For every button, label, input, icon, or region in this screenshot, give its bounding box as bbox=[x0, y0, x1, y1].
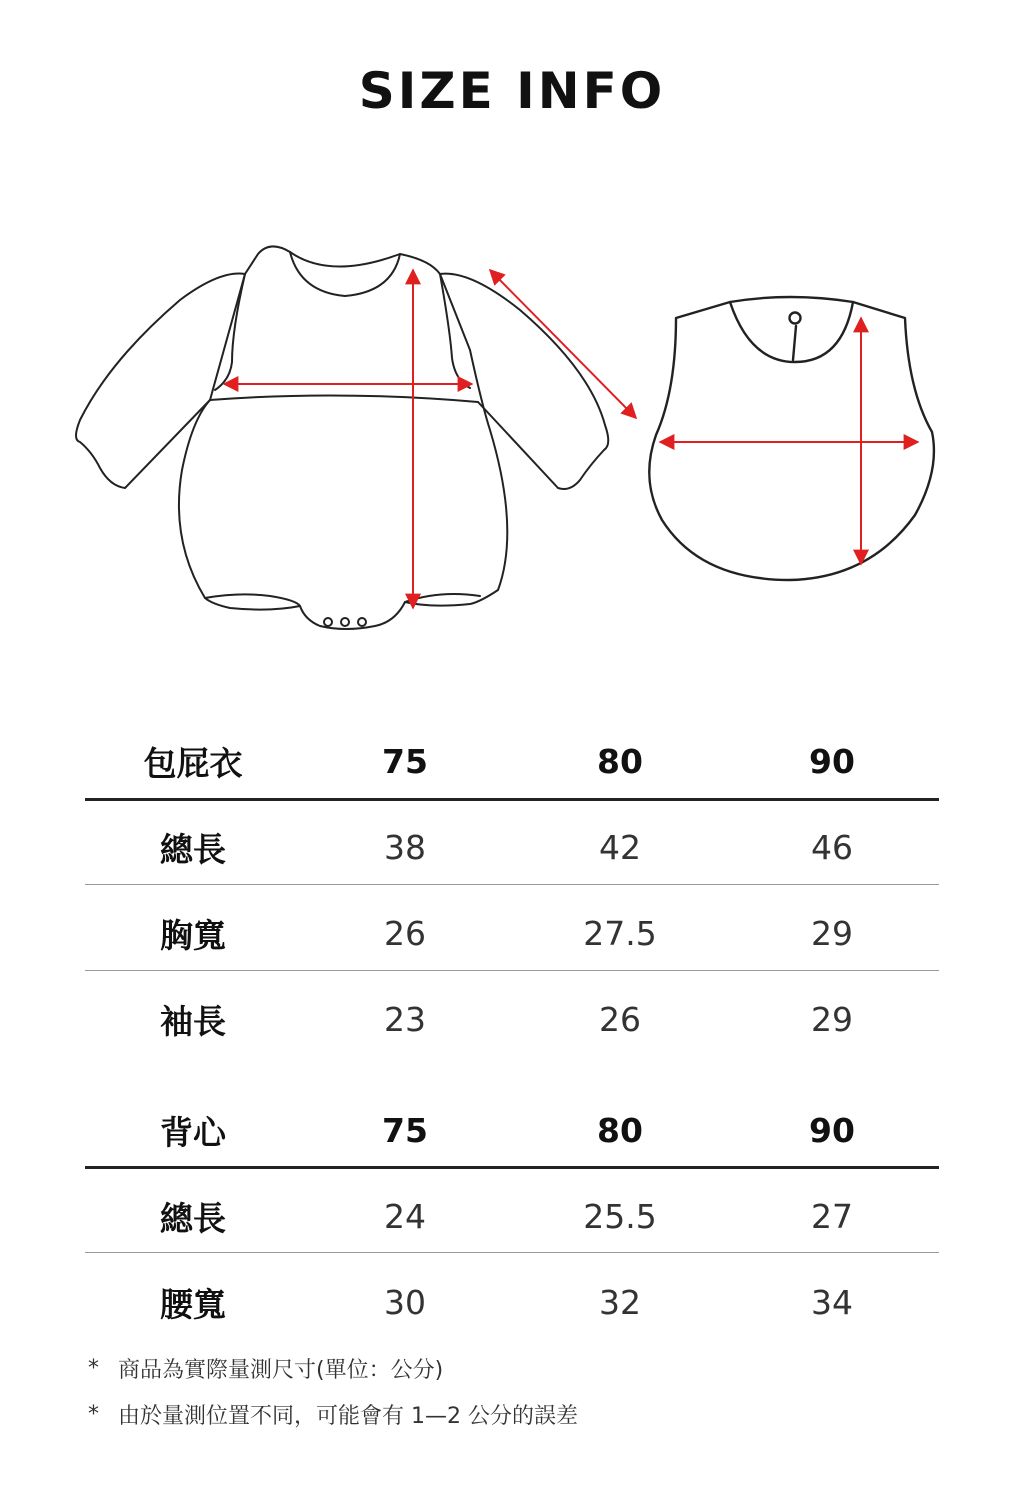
garment-illustrations bbox=[0, 230, 1024, 650]
row-divider bbox=[85, 1252, 939, 1253]
row-divider bbox=[85, 884, 939, 885]
header-divider bbox=[85, 1166, 939, 1169]
table-cell: 24 bbox=[384, 1196, 426, 1236]
table-cell: 29 bbox=[811, 913, 853, 953]
table-cell: 34 bbox=[811, 1282, 853, 1322]
header-cell: 80 bbox=[597, 741, 643, 781]
header-cell: 80 bbox=[597, 1110, 643, 1150]
table-cell: 32 bbox=[599, 1282, 641, 1322]
bib-measure-arrows bbox=[660, 318, 918, 564]
header-cell: 背心 bbox=[160, 1112, 226, 1152]
table-cell: 29 bbox=[811, 999, 853, 1039]
table-cell: 27 bbox=[811, 1196, 853, 1236]
table-cell: 25.5 bbox=[583, 1196, 657, 1236]
table-row bbox=[85, 976, 939, 1062]
header-cell: 75 bbox=[382, 1110, 428, 1150]
footnote bbox=[88, 1345, 578, 1391]
row-label: 袖長 bbox=[160, 1001, 226, 1041]
romper-measure-arrows bbox=[224, 270, 636, 608]
bib-outline-icon bbox=[649, 297, 934, 580]
table-row bbox=[85, 890, 939, 976]
table-header-row bbox=[85, 718, 939, 804]
header-cell: 75 bbox=[382, 741, 428, 781]
header-divider bbox=[85, 798, 939, 801]
row-label: 胸寬 bbox=[160, 915, 226, 955]
footnote-text: 商品為實際量測尺寸(單位：公分) bbox=[118, 1357, 444, 1383]
table-cell: 27.5 bbox=[583, 913, 657, 953]
table-cell: 46 bbox=[811, 827, 853, 867]
table-row bbox=[85, 1259, 939, 1345]
bib-size-table bbox=[85, 1087, 939, 1345]
row-divider bbox=[85, 970, 939, 971]
row-label: 腰寬 bbox=[160, 1284, 226, 1324]
star-icon: * bbox=[88, 1355, 99, 1381]
table-cell: 26 bbox=[384, 913, 426, 953]
header-cell: 90 bbox=[809, 741, 855, 781]
romper-size-table bbox=[85, 718, 939, 1062]
table-cell: 26 bbox=[599, 999, 641, 1039]
footnote bbox=[88, 1391, 578, 1437]
star-icon: * bbox=[88, 1401, 99, 1427]
header-cell: 90 bbox=[809, 1110, 855, 1150]
table-cell: 38 bbox=[384, 827, 426, 867]
header-cell: 包屁衣 bbox=[143, 743, 243, 783]
romper-outline-icon bbox=[76, 246, 608, 629]
table-cell: 23 bbox=[384, 999, 426, 1039]
footnotes bbox=[88, 1345, 578, 1437]
row-label: 總長 bbox=[160, 829, 226, 869]
table-row bbox=[85, 804, 939, 890]
table-cell: 30 bbox=[384, 1282, 426, 1322]
row-label: 總長 bbox=[160, 1198, 226, 1238]
table-cell: 42 bbox=[599, 827, 641, 867]
table-row bbox=[85, 1173, 939, 1259]
table-header-row bbox=[85, 1087, 939, 1173]
page-title: SIZE INFO bbox=[358, 62, 666, 120]
footnote-text: 由於量測位置不同，可能會有 1—2 公分的誤差 bbox=[118, 1403, 578, 1429]
